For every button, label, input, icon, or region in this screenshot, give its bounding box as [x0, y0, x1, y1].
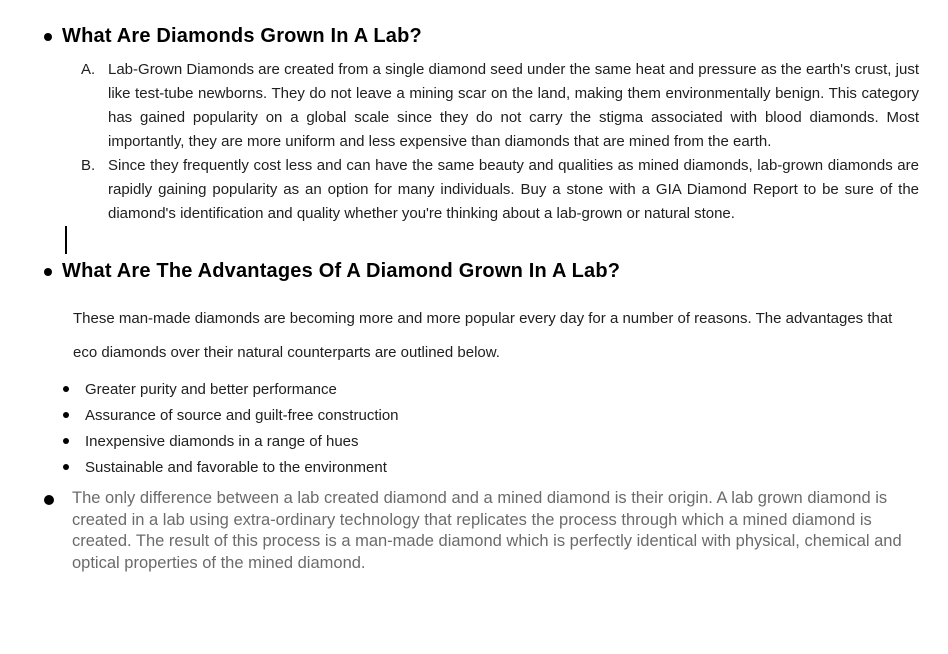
advantage-item[interactable]	[63, 376, 919, 402]
text-cursor	[65, 226, 67, 254]
advantage-item[interactable]	[63, 402, 919, 428]
advantage-text: Assurance of source and guilt-free construction	[85, 406, 399, 424]
list-bullet-icon	[63, 412, 69, 418]
list-marker-b: B.	[81, 157, 96, 174]
advantages-list	[63, 376, 919, 480]
empty-line[interactable]	[65, 226, 919, 254]
section1-heading-row	[44, 25, 919, 47]
heading-bullet-icon	[44, 268, 52, 276]
list-bullet-icon	[63, 386, 69, 392]
heading-bullet-icon	[44, 33, 52, 41]
paragraph-b[interactable]: Since they frequently cost less and can have the same beauty and qualities as mined diamonds, lab-grown diamonds are rapidly gaining popularity as an option for many individuals. Buy a stone with a GIA Diamond Report to be sure of the diamond's identification and quality whether you're thinking about a lab-grown or natural stone.	[108, 157, 919, 222]
advantage-item[interactable]	[63, 454, 919, 480]
list-bullet-icon	[63, 438, 69, 444]
advantage-text: Greater purity and better performance	[85, 380, 337, 398]
note-paragraph[interactable]: The only difference between a lab created diamond and a mined diamond is their origin. A lab grown diamond is created in a lab using extra-ordinary technology that replicates the process through which a mined diamond is created. The result of this process is a man-made diamond which is perfectly identical with physical, chemical and optical properties of the mined diamond.	[72, 489, 902, 572]
list-marker-a: A.	[81, 61, 96, 78]
list-item	[81, 154, 919, 226]
list-bullet-icon	[63, 464, 69, 470]
list-item	[81, 58, 919, 154]
note-bullet-icon	[44, 495, 54, 505]
advantage-item[interactable]	[63, 428, 919, 454]
lettered-list	[81, 58, 919, 226]
section2-heading[interactable]: What Are The Advantages Of A Diamond Grown In A Lab?	[62, 260, 621, 282]
advantage-text: Inexpensive diamonds in a range of hues	[85, 432, 359, 450]
intro-paragraph[interactable]: These man-made diamonds are becoming more and more popular every day for a number of reasons. The advantages that eco diamonds over their natural counterparts are outlined below.	[73, 310, 893, 361]
advantage-text: Sustainable and favorable to the environment	[85, 458, 387, 476]
note-row	[44, 488, 919, 574]
section2-heading-row	[44, 260, 919, 282]
section1-heading[interactable]: What Are Diamonds Grown In A Lab?	[62, 25, 422, 47]
paragraph-a[interactable]: Lab-Grown Diamonds are created from a single diamond seed under the same heat and pressure as the earth's crust, just like test-tube newborns. They do not leave a mining scar on the land, making them environmentally benign. This category has gained popularity on a global scale since they do not carry the stigma associated with blood diamonds. Most importantly, they are more uniform and less expensive than diamonds that are mined from the earth.	[108, 61, 919, 150]
